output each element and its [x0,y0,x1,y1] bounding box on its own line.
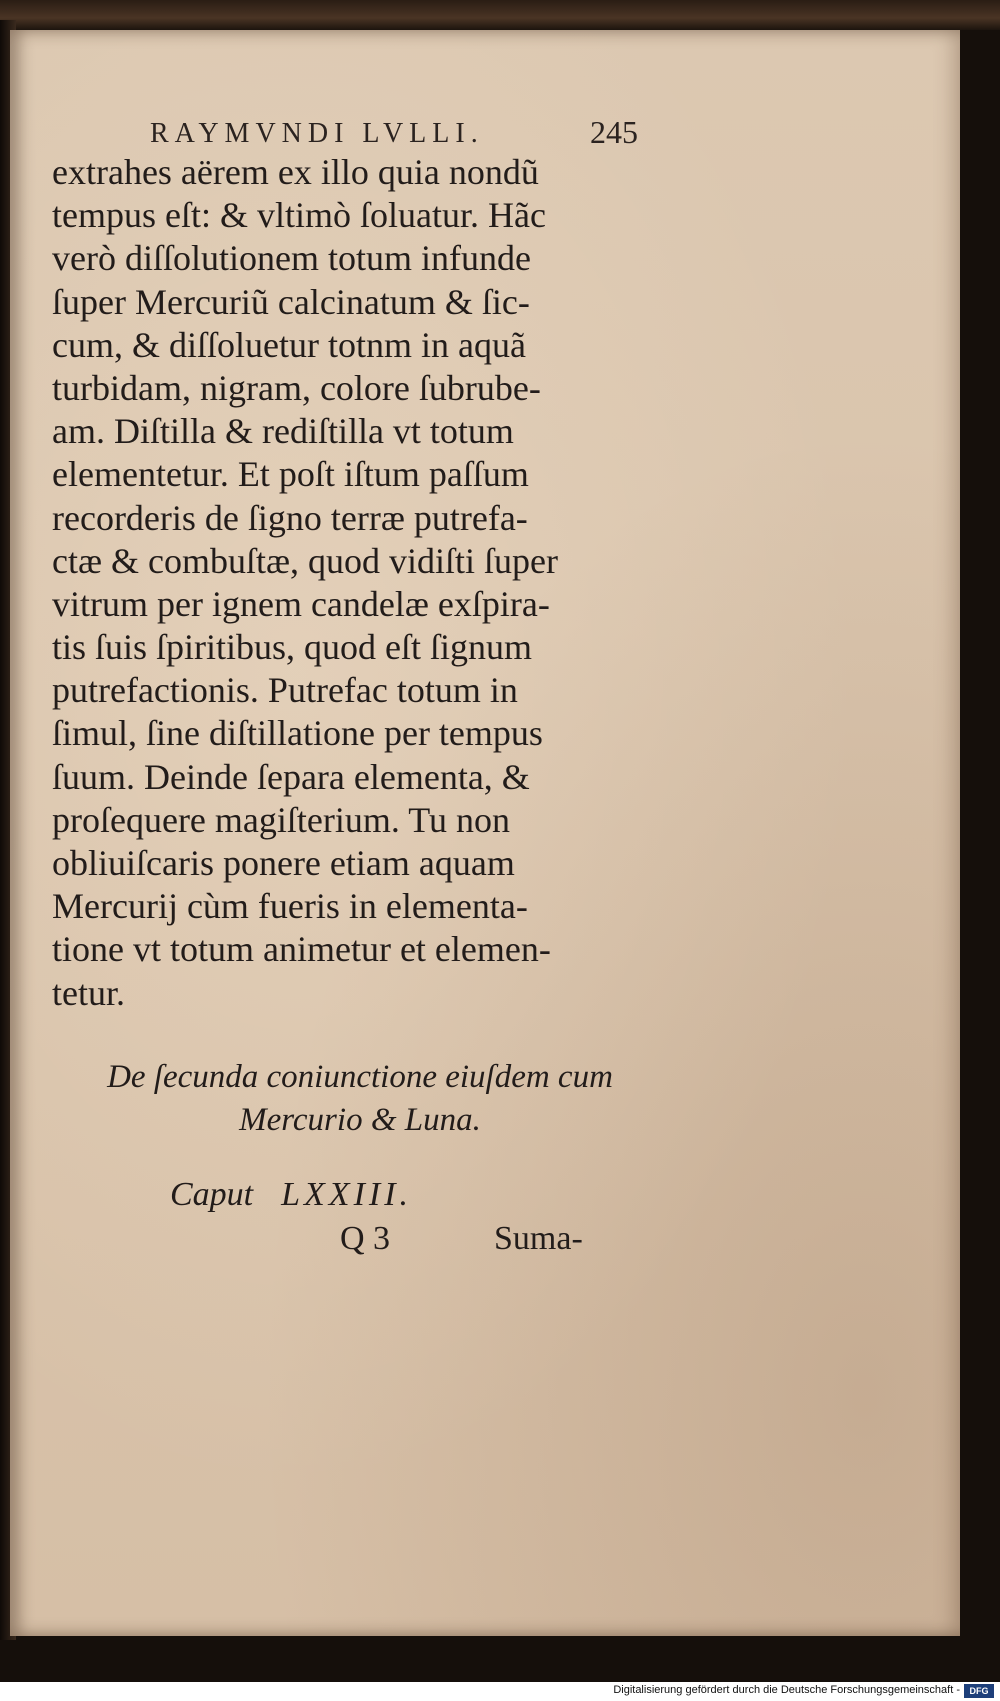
text-line: ctæ & combuſtæ, quod vidiſti ſuper [52,540,558,581]
text-line: Mercurij cùm fueris in elementa- [52,886,528,927]
text-line: cum, & diſſoluetur totnm in aquã [52,324,526,365]
text-line: tempus eſt: & vltimò ſoluatur. Hãc [52,195,546,236]
text-line: recorderis de ſigno terræ putrefa- [52,497,528,538]
book-top-edge [0,0,1000,30]
text-line: am. Diſtilla & rediſtilla vt totum [52,411,514,452]
body-text [52,151,652,1015]
chapter-number [170,1176,412,1214]
running-head: RAYMVNDI LVLLI. [150,118,484,149]
chapter-heading-line: De ſecunda coniunctione eiuſdem cum [107,1059,613,1095]
chapter-heading [60,1056,660,1142]
caput-numeral: LXXIII. [281,1176,413,1213]
text-line: proſequere magiſterium. Tu non [52,799,510,840]
text-line: vitrum per ignem candelæ exſpira- [52,583,550,624]
text-line: tetur. [52,972,125,1013]
text-line: turbidam, nigram, colore ſubrube- [52,367,541,408]
text-line: ſuper Mercuriũ calcinatum & ſic- [52,281,530,322]
text-line: obliuiſcaris ponere etiam aquam [52,843,515,883]
text-line: ſimul, ſine diſtillatione per tempus [52,713,543,754]
page-number: 245 [590,114,638,150]
chapter-heading-line: Mercurio & Luna. [239,1102,481,1138]
text-line: putrefactionis. Putrefac totum in [52,670,518,711]
digitization-credit: Digitalisierung gefördert durch die Deutsche Forschungsgemeinschaft - [613,1684,960,1696]
signature-mark: Q 3 [340,1220,391,1257]
text-line: ſuum. Deinde ſepara elementa, & [52,756,530,797]
text-line: extrahes aërem ex illo quia nondũ [52,152,539,192]
text-line: tis ſuis ſpiritibus, quod eſt ſignum [52,627,533,668]
caput-label: Caput [170,1176,254,1213]
text-line: tione vt totum animetur et elemen- [52,929,551,970]
text-line: verò diſſolutionem totum infunde [52,238,531,279]
catchword: Suma- [494,1220,583,1257]
text-line: elementetur. Et poſt iſtum paſſum [52,454,529,495]
dfg-logo: DFG [964,1684,994,1698]
